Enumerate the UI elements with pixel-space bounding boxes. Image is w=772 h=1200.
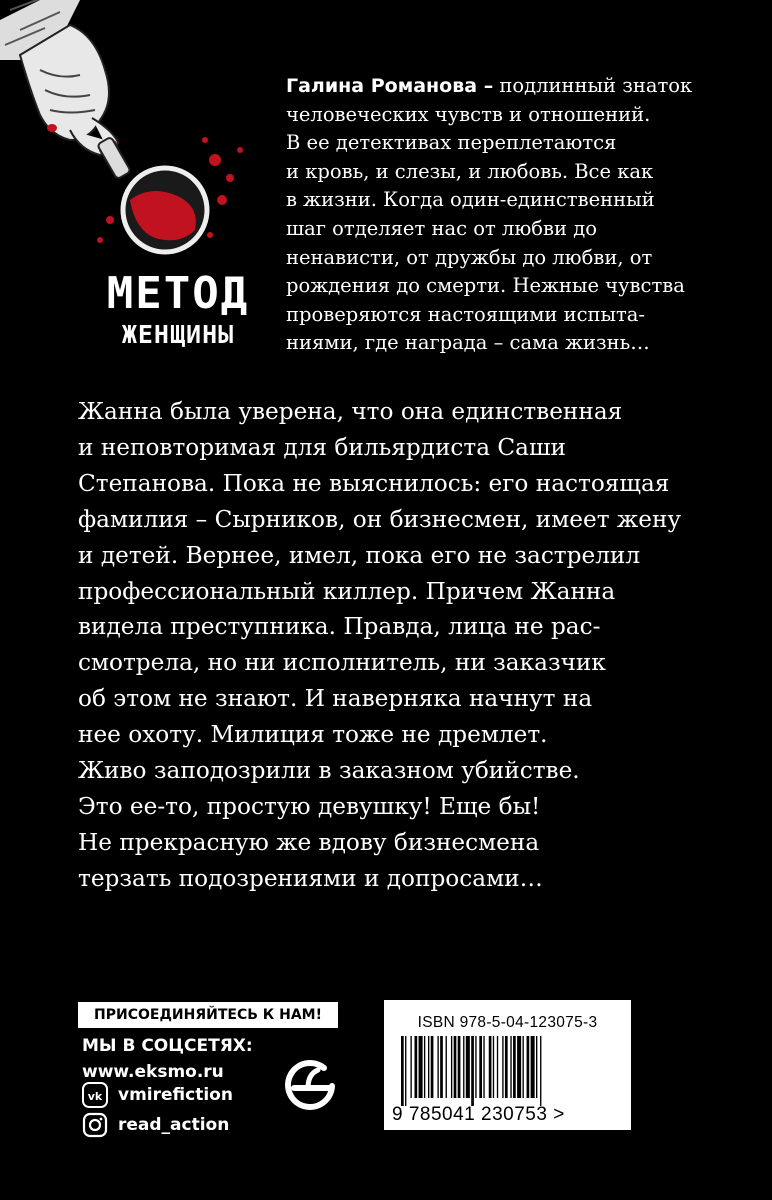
series-title-line2: ЖЕНЩИНЫ (121, 320, 235, 349)
blurb-line: шаг отделяет нас от любви до (286, 216, 597, 240)
synopsis-line: видела преступника. Правда, лица не рас- (78, 613, 601, 641)
blurb-line: человеческих чувств и отношений. (286, 102, 651, 126)
isbn-number: ISBN 978-5-04-123075-3 (417, 1014, 598, 1031)
barcode-bar (483, 1036, 484, 1098)
synopsis-line: фамилия – Сырников, он бизнесмен, имеет жену (78, 505, 682, 533)
blurb-line: рождения до смерти. Нежные чувства (286, 274, 685, 298)
blurb-line: проверяются настоящими испыта- (286, 302, 646, 326)
barcode-bar (446, 1036, 447, 1098)
barcode-digits: 9 785041 230753 > (392, 1104, 565, 1125)
synopsis-line: Это ее-то, простую девушку! Еще бы! (78, 792, 541, 820)
barcode-bar (405, 1036, 406, 1106)
barcode-bar (410, 1036, 411, 1098)
synopsis-line: профессиональный киллер. Причем Жанна (78, 577, 616, 605)
barcode-bar (523, 1036, 524, 1098)
blurb-line: и кровь, и слезы, и любовь. Все как (286, 159, 654, 183)
social-heading: МЫ В СОЦСЕТЯХ: (82, 1036, 253, 1056)
svg-text:vk: vk (87, 1090, 103, 1103)
barcode-bar (497, 1036, 498, 1098)
synopsis-line: и детей. Вернее, имел, пока его не застрелил (78, 541, 641, 569)
synopsis-line: Не прекрасную же вдову бизнесмена (78, 828, 540, 856)
isbn-barcode (384, 1000, 631, 1130)
instagram-icon (82, 1112, 108, 1138)
barcode-bar (540, 1036, 541, 1106)
vk-icon (82, 1082, 108, 1108)
barcode-bar (419, 1036, 423, 1098)
synopsis-line: нее охоту. Милиция тоже не дремлет. (78, 721, 548, 749)
synopsis-line: Жанна была уверена, что она единственная (78, 398, 623, 425)
barcode-bar (454, 1036, 457, 1098)
barcode-bar (517, 1036, 521, 1098)
barcode-bar (401, 1036, 404, 1106)
barcode-bar (505, 1036, 508, 1098)
blurb-line: ниями, где награда – сама жизнь… (286, 331, 650, 355)
barcode-bar (428, 1036, 429, 1098)
barcode-bar (489, 1036, 492, 1098)
barcode-bar (437, 1036, 438, 1098)
blurb-line: В ее детективах переплетаются (286, 131, 617, 155)
synopsis-line: Живо заподозрили в заказном убийстве. (78, 757, 580, 785)
barcode-bar (513, 1036, 516, 1098)
synopsis-line: терзать подозрениями и допросами… (78, 864, 543, 892)
series-title-line1: МЕТОД (106, 268, 250, 319)
barcode-bars (399, 1036, 619, 1106)
barcode-bar (424, 1036, 425, 1098)
book-synopsis (78, 394, 728, 897)
author-name: Галина Романова – (286, 75, 494, 97)
blurb-line: ненависти, от дружбы до любви, от (286, 245, 653, 269)
series-logo (78, 270, 278, 350)
blurb-line: в жизни. Когда один-единственный (286, 188, 655, 212)
barcode-bar (531, 1036, 535, 1098)
synopsis-line: и неповторимая для бильярдиста Саши (78, 433, 566, 461)
barcode-bar (463, 1036, 464, 1098)
vk-row[interactable] (82, 1082, 233, 1108)
barcode-bar (458, 1036, 461, 1098)
barcode-bar (415, 1036, 418, 1098)
barcode-bar (471, 1036, 474, 1106)
website-link[interactable]: www.eksmo.ru (82, 1062, 224, 1082)
barcode-bar (431, 1036, 434, 1098)
barcode-bar (493, 1036, 494, 1098)
barcode-bar (475, 1036, 476, 1098)
barcode-bar (479, 1036, 482, 1098)
barcode-bar (527, 1036, 530, 1098)
synopsis-line: смотрела, но ни исполнитель, ни заказчик (78, 649, 606, 677)
barcode-bar (466, 1036, 470, 1098)
barcode-bar (451, 1036, 452, 1098)
author-blurb (286, 72, 756, 358)
blurb-line: Галина Романова – подлинный знаток (286, 74, 693, 97)
barcode-bar (536, 1036, 537, 1098)
synopsis-line: Степанова. Пока не выяснилось: его настоящая (78, 469, 670, 497)
synopsis-line: об этом не знают. И наверняка начнут на (78, 685, 593, 713)
instagram-handle: read_action (118, 1115, 230, 1135)
eksmo-logo-icon (284, 1046, 340, 1126)
join-us-badge: ПРИСОЕДИНЯЙТЕСЬ К НАМ! (78, 1002, 338, 1028)
barcode-bar (502, 1036, 503, 1098)
vk-handle: vmirefiction (118, 1085, 233, 1105)
barcode-bar (510, 1036, 511, 1098)
barcode-bar (440, 1036, 443, 1098)
instagram-row[interactable] (82, 1112, 229, 1138)
